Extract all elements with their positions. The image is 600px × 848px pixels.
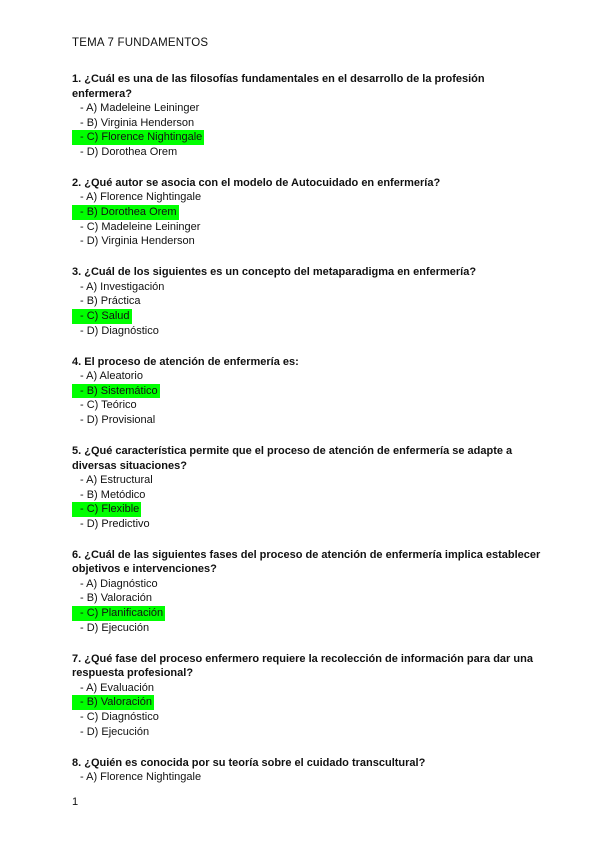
- answer-option-label: - C) Teórico: [80, 399, 137, 412]
- question-block: [72, 265, 542, 338]
- answer-option-label: - D) Virginia Henderson: [80, 235, 195, 248]
- question-text: 7. ¿Qué fase del proceso enfermero requiere la recolección de información para dar una respuesta profesional?: [72, 652, 533, 680]
- answer-option-label: - B) Virginia Henderson: [80, 116, 195, 129]
- answer-option: [72, 770, 542, 785]
- question-block: [72, 444, 542, 531]
- answer-option-correct: [72, 130, 542, 145]
- answer-options: [72, 473, 542, 531]
- answer-options: [72, 369, 542, 427]
- question-text: 6. ¿Cuál de las siguientes fases del proceso de atención de enfermería implica establecer objetivos e intervenciones?: [72, 548, 541, 576]
- answer-option: [72, 280, 542, 295]
- answer-option: [72, 473, 542, 488]
- answer-option: [72, 413, 542, 428]
- answer-option-label: - B) Metódico: [80, 488, 146, 501]
- answer-option: [72, 577, 542, 592]
- question-block: [72, 652, 542, 739]
- answer-option: [72, 710, 542, 725]
- question-text: 2. ¿Qué autor se asocia con el modelo de Autocuidado en enfermería?: [72, 176, 441, 189]
- answer-option: [72, 725, 542, 740]
- answer-option-label: - C) Flexible: [72, 502, 141, 517]
- answer-option: [72, 591, 542, 606]
- answer-option-label: - B) Dorothea Orem: [72, 205, 179, 220]
- answer-options: [72, 577, 542, 635]
- page-number: 1: [72, 796, 79, 808]
- answer-option-label: - A) Madeleine Leininger: [80, 102, 200, 114]
- answer-option-label: - A) Florence Nightingale: [80, 191, 202, 204]
- answer-option-label: - C) Salud: [72, 309, 132, 324]
- answer-option: [72, 681, 542, 696]
- answer-option: [72, 234, 542, 249]
- answer-option-correct: [72, 309, 542, 324]
- answer-option-correct: [72, 502, 542, 517]
- page-header-title: TEMA 7 FUNDAMENTOS: [72, 37, 209, 49]
- question-text: 5. ¿Qué característica permite que el proceso de atención de enfermería se adapte a diversas situaciones?: [72, 445, 513, 472]
- answer-option: [72, 116, 542, 131]
- answer-option-label: - A) Florence Nightingale: [80, 771, 202, 784]
- question-text: 4. El proceso de atención de enfermería es:: [72, 355, 299, 368]
- answer-option: [72, 101, 542, 116]
- answer-option-label: - A) Estructural: [80, 474, 153, 486]
- answer-option-label: - A) Investigación: [80, 280, 165, 293]
- question-block: [72, 176, 542, 249]
- answer-option-label: - D) Predictivo: [80, 517, 150, 530]
- answer-options: [72, 101, 542, 159]
- answer-option: [72, 294, 542, 309]
- answer-option: [72, 621, 542, 636]
- answer-option: [72, 220, 542, 235]
- answer-option: [72, 398, 542, 413]
- answer-option: [72, 517, 542, 532]
- answer-option: [72, 145, 542, 160]
- answer-option-label: - C) Diagnóstico: [80, 710, 159, 723]
- answer-options: [72, 190, 542, 248]
- question-block: [72, 756, 542, 785]
- answer-option-label: - B) Práctica: [80, 295, 141, 308]
- question-text: 1. ¿Cuál es una de las filosofías fundamentales en el desarrollo de la profesión enfermera?: [72, 73, 485, 100]
- answer-option-label: - D) Ejecución: [80, 725, 150, 738]
- answer-option-label: - D) Diagnóstico: [80, 324, 159, 337]
- answer-option: [72, 324, 542, 339]
- answer-option-label: - A) Evaluación: [80, 681, 154, 694]
- question-text: 8. ¿Quién es conocida por su teoría sobre el cuidado transcultural?: [72, 756, 426, 769]
- question-block: [72, 355, 542, 428]
- answer-option-label: - C) Planificación: [72, 606, 165, 621]
- answer-option-label: - B) Valoración: [72, 695, 154, 710]
- answer-option-label: - B) Sistemático: [72, 384, 160, 399]
- answer-options: [72, 681, 542, 739]
- answer-option-label: - A) Diagnóstico: [80, 577, 158, 590]
- answer-option-correct: [72, 205, 542, 220]
- answer-option-label: - D) Dorothea Orem: [80, 145, 178, 158]
- answer-option-label: - C) Madeleine Leininger: [80, 220, 201, 233]
- answer-option-label: - D) Provisional: [80, 413, 156, 426]
- question-list: [72, 72, 542, 801]
- answer-option-label: - A) Aleatorio: [80, 370, 143, 383]
- question-block: [72, 548, 542, 635]
- answer-option-correct: [72, 695, 542, 710]
- question-text: 3. ¿Cuál de los siguientes es un concepto del metaparadigma en enfermería?: [72, 266, 477, 279]
- answer-option-correct: [72, 606, 542, 621]
- answer-options: [72, 280, 542, 338]
- answer-option-label: - C) Florence Nightingale: [72, 130, 204, 145]
- answer-options: [72, 770, 542, 785]
- question-block: [72, 72, 542, 159]
- answer-option: [72, 488, 542, 503]
- answer-option: [72, 369, 542, 384]
- answer-option: [72, 190, 542, 205]
- answer-option-correct: [72, 384, 542, 399]
- answer-option-label: - B) Valoración: [80, 592, 152, 605]
- answer-option-label: - D) Ejecución: [80, 621, 150, 634]
